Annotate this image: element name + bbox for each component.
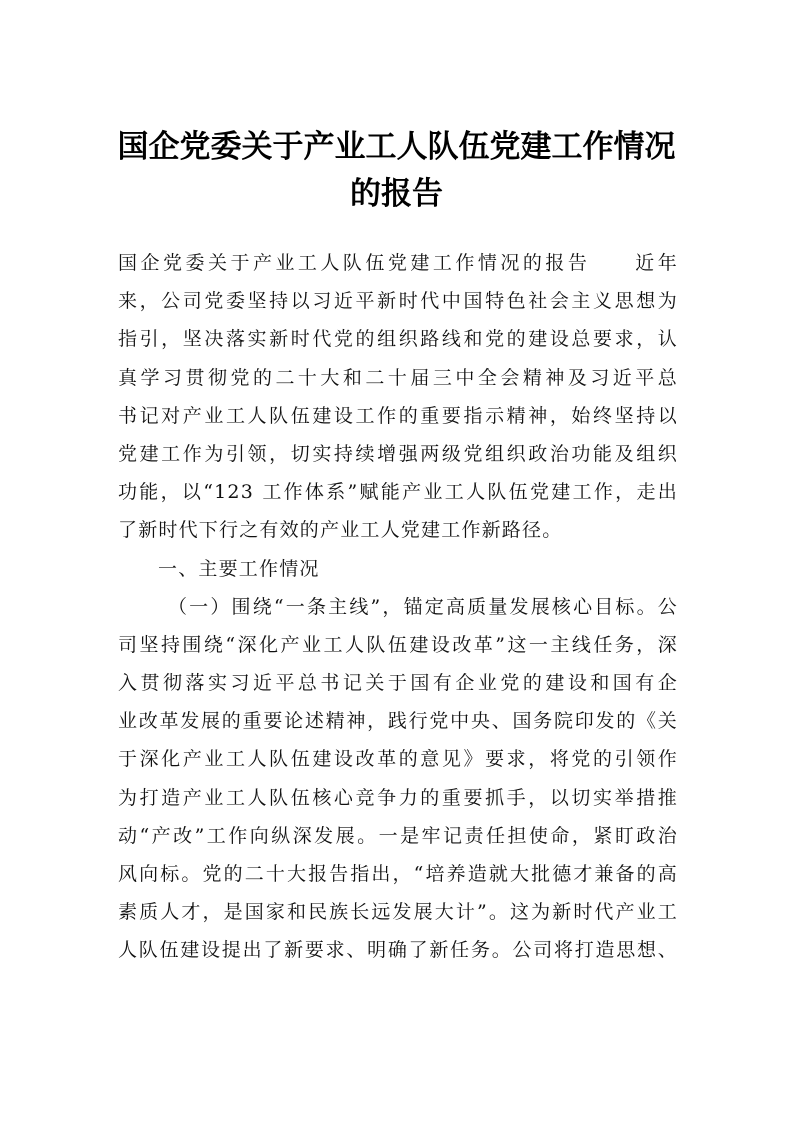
body-line: 风向标。党的二十大报告指出，“培养造就大批德才兼备的高: [118, 863, 678, 885]
body-line: 来，公司党委坚持以习近平新时代中国特色社会主义思想为: [118, 290, 678, 313]
body-line: 动“产改”工作向纵深发展。一是牢记责任担使命，紧盯政治: [118, 824, 678, 847]
document-body: [118, 244, 678, 970]
section-heading: 一、主要工作情况: [158, 557, 320, 580]
body-line: 素质人才，是国家和民族长远发展大计”。这为新时代产业工: [118, 901, 678, 924]
body-line: （一）围绕“一条主线”，锚定高质量发展核心目标。公: [168, 595, 678, 618]
document-title-line-1: 国企党委关于产业工人队伍党建工作情况: [117, 129, 676, 165]
body-line: 党建工作为引领，切实持续增强两级党组织政治功能及组织: [118, 442, 678, 465]
body-line: 真学习贯彻党的二十大和二十届三中全会精神及习近平总: [118, 366, 678, 389]
body-line: 业改革发展的重要论述精神，践行党中央、国务院印发的《关: [118, 710, 678, 733]
body-line: 书记对产业工人队伍建设工作的重要指示精神，始终坚持以: [118, 404, 678, 427]
body-line: 人队伍建设提出了新要求、明确了新任务。公司将打造思想、: [118, 939, 678, 962]
body-line: 于深化产业工人队伍建设改革的意见》要求，将党的引领作: [118, 748, 678, 771]
document-title-line-2: 的报告: [350, 176, 443, 212]
body-line: 了新时代下行之有效的产业工人党建工作新路径。: [118, 519, 563, 542]
body-line: 为打造产业工人队伍核心竞争力的重要抓手，以切实举措推: [118, 786, 678, 809]
body-line: 国企党委关于产业工人队伍党建工作情况的报告 近年: [118, 252, 678, 274]
body-line: 司坚持围绕“深化产业工人队伍建设改革”这一主线任务，深: [118, 633, 678, 656]
body-line: 功能，以“123 工作体系”赋能产业工人队伍党建工作，走出: [118, 481, 678, 504]
body-line: 入贯彻落实习近平总书记关于国有企业党的建设和国有企: [118, 672, 678, 695]
body-line: 指引，坚决落实新时代党的组织路线和党的建设总要求，认: [118, 328, 678, 351]
